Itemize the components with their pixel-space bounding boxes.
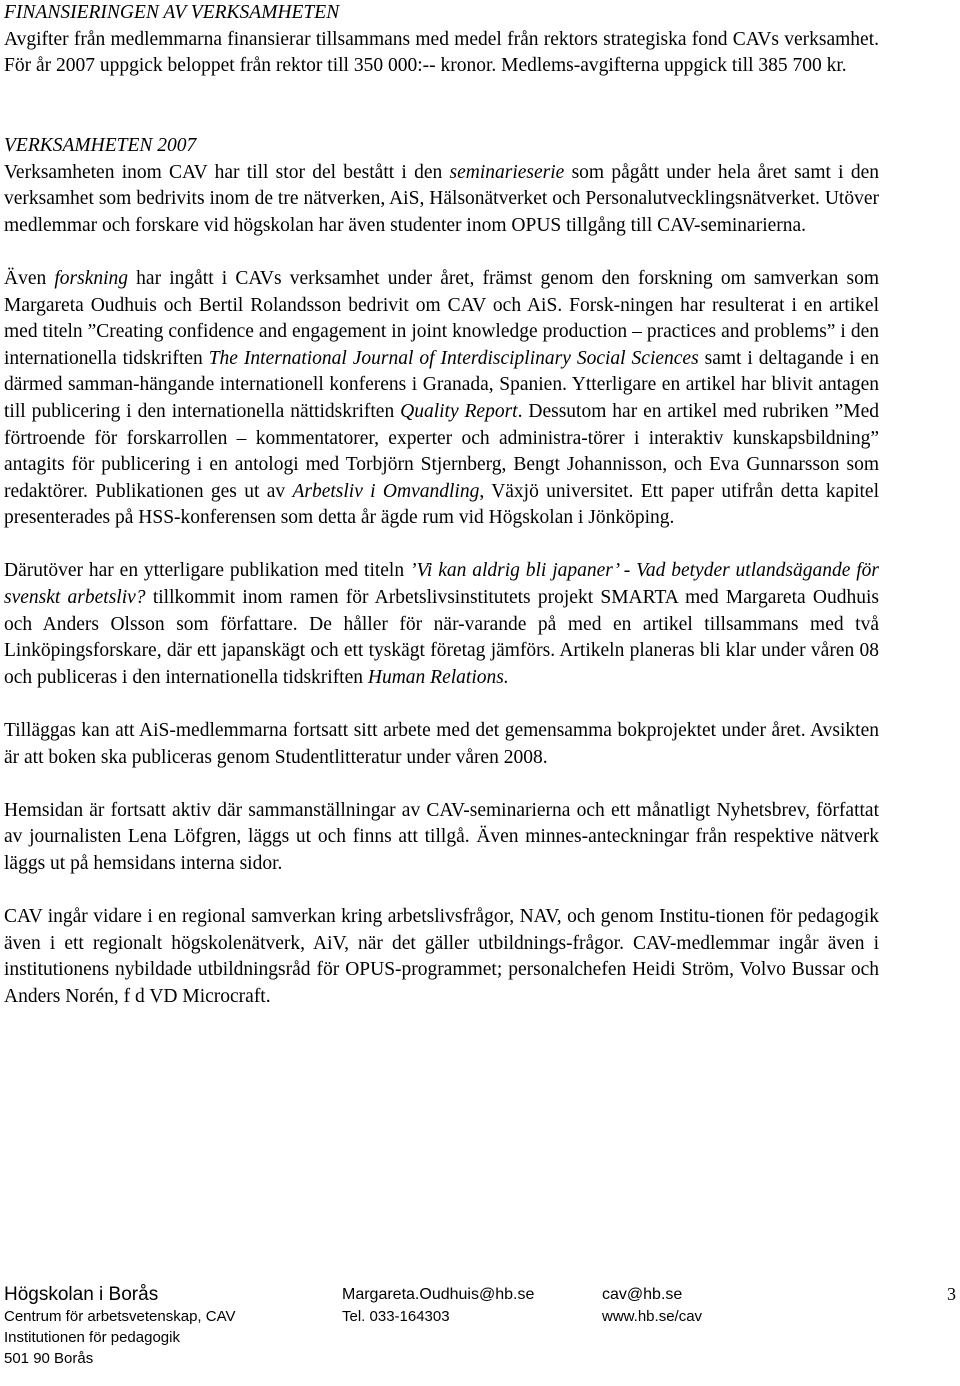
footer-department: Institutionen för pedagogik [4,1329,180,1346]
page-number: 3 [947,1284,956,1304]
footer-contact [342,1284,534,1327]
footer-web [602,1284,702,1327]
footer-institution [4,1284,236,1369]
footer-website[interactable]: www.hb.se/cav [602,1308,703,1325]
financing-heading: FINANSIERINGEN AV VERKSAMHETEN [4,2,340,23]
footer-university: Högskolan i Borås [4,1284,159,1305]
document-body [4,0,879,1011]
footer-email[interactable]: Margareta.Oudhuis@hb.se [342,1286,535,1303]
footer-phone: Tel. 033-164303 [342,1308,450,1325]
footer-centre: Centrum för arbetsvetenskap, CAV [4,1308,236,1325]
footer-cav-email[interactable]: cav@hb.se [602,1286,683,1303]
activities-heading: VERKSAMHETEN 2007 [4,134,197,156]
website-paragraph: Hemsidan är fortsatt aktiv där sammanställningar av CAV-seminarierna och ett månatligt Nyhetsbrev, författat av journalisten Lena Löfgren, läggs ut och finns att tillgå. Även minnes-anteckningar från respektive nätverk läggs ut på hemsidans interna sidor. [4,799,879,874]
activities-paragraph-1: Verksamheten inom CAV har till stor del bestått i den seminarieserie som pågått under hela året samt i den verksamhet som bedrivits inom de tre nätverken, AiS, Hälsonätverket och Personalutvecklingsnätverket. Utöver medlemmar och forskare vid högskolan har även studenter inom OPUS tillgång till CAV-seminarierna. [4,161,880,236]
page-footer [4,1284,960,1386]
regional-collaboration-paragraph: CAV ingår vidare i en regional samverkan kring arbetslivsfrågor, NAV, och genom Institu-tionen för pedagogik även i ett regionalt högskolenätverk, AiV, när det gäller utbildnings-frågor. CAV-medlemmar ingår även i institutionens nybildade utbildningsråd för OPUS-programmet; personalchefen Heidi Ström, Volvo Bussar och Anders Norén, f d VD Microcraft. [4,906,879,1007]
footer-postal: 501 90 Borås [4,1350,94,1367]
book-project-paragraph: Tilläggas kan att AiS-medlemmarna fortsatt sitt arbete med det gemensamma bokprojektet under året. Avsikten är att boken ska publiceras genom Studentlitteratur under våren 2008. [4,720,879,768]
research-paragraph: Även forskning har ingått i CAVs verksamhet under året, främst genom den forskning om samverkan som Margareta Oudhuis och Bertil Rolandsson bedrivit om CAV och AiS. Forsk-ningen har resulterat i en artikel med titeln ”Creating confidence and engagement in joint knowledge production – practices and problems” i den internationella tidskriften The International Journal of Interdisciplinary Social Sciences samt i deltagande i en därmed samman-hängande internationell konferens i Granada, Spanien. Ytterligare en artikel har blivit antagen till publicering i den internationella nättidskriften Quality Report. Dessutom har en artikel med rubriken ”Med förtroende för forskarrollen – kommentatorer, experter och administra-törer i interaktiv kunskapsbildning” antagits för publicering i en antologi med Torbjörn Stjernberg, Bengt Johannisson, och Eva Gunnarsson som redaktörer. Publikationen ges ut av Arbetsliv i Omvandling, Växjö universitet. Ett paper utifrån detta kapitel presenterades på HSS-konferensen som detta år ägde rum vid Högskolan i Jönköping. [4,267,879,529]
financing-paragraph: Avgifter från medlemmarna finansierar tillsammans med medel från rektors strategiska fond CAVs verksamhet. För år 2007 uppgick beloppet från rektor till 350 000:-- kronor. Medlems-avgifterna uppgick till 385 700 kr. [4,28,879,77]
publication-paragraph: Därutöver har en ytterligare publikation med titeln ’Vi kan aldrig bli japaner’ - Vad betyder utlandsägande för svenskt arbetsliv? tillkommit inom ramen för Arbetslivsinstitutets projekt SMARTA med Margareta Oudhuis och Anders Olsson som författare. De håller för när-varande på med en artikel tillsammans med två Linköpingsforskare, där ett japanskägt och ett tyskägt företag jämförs. Artikeln planeras bli klar under våren 08 och publiceras i den internationella tidskriften Human Relations. [4,560,880,688]
